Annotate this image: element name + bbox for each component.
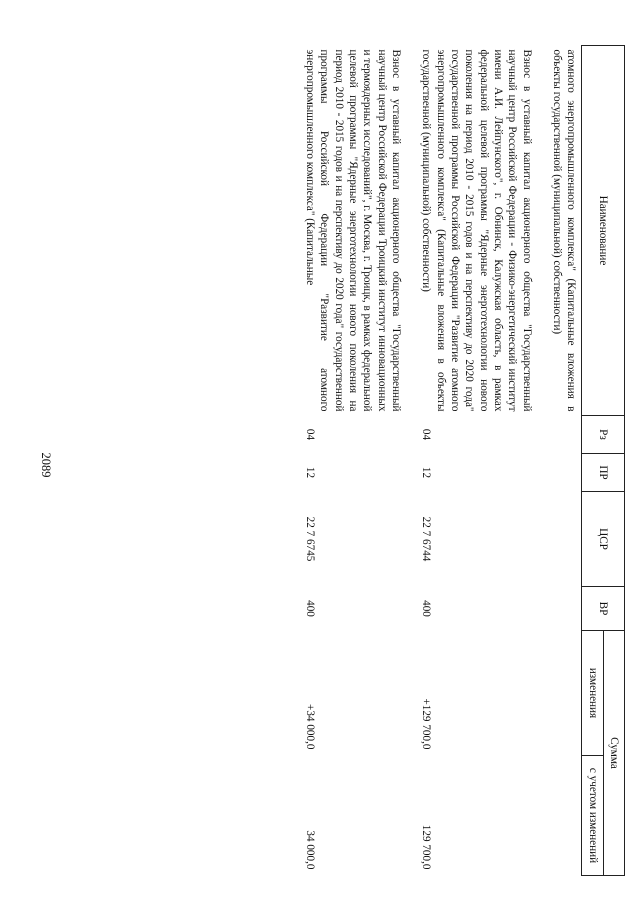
rotated-page bbox=[39, 45, 625, 875]
page-number: 2089 bbox=[39, 452, 53, 478]
header-sum: Сумма bbox=[603, 631, 624, 876]
header-pr: ПР bbox=[582, 454, 625, 492]
row-csr bbox=[547, 492, 582, 587]
row-with-change: 34 000,0 bbox=[304, 830, 317, 870]
table-row bbox=[547, 46, 582, 876]
row-name: Взнос в уставный капитал акционерного общества "Государственный научный центр Российской Федерации - Физико-энергетический институт имени А.И. Лейпунского", г. Обнинск, Калужская область, в рамках федеральной целевой программы "Ядерные энерготехнологии нового поколения на период 2010 - 2015 годов и на перспективу до 2020 года" государственной программы Российской Федерации "Развитие атомного энергопромышленного комплекса" (Капитальные вложения в объекты государственной (муниципальной) собственности) bbox=[420, 49, 533, 412]
row-with-change bbox=[547, 756, 582, 876]
row-with-change: 129 700,0 bbox=[420, 824, 433, 870]
row-vr bbox=[547, 587, 582, 631]
header-change: изменения bbox=[582, 631, 603, 756]
row-spacer bbox=[406, 46, 416, 876]
table-row bbox=[300, 46, 406, 876]
row-name: Взнос в уставный капитал акционерного общества "Государственный научный центр Российской Федерации Троицкий институт инновационных и термоядерных исследований", г. Москва, г. Троицк, в рамках федеральной целевой программы "Ядерные энерготехнологии нового поколения на период 2010 - 2015 годов и на перспективу до 2020 года" государственной программы Российской Федерации "Развитие атомного энергопромышленного комплекса" (Капитальные bbox=[304, 49, 403, 412]
row-change: +129 700,0 bbox=[420, 698, 433, 750]
header-with-change: с учетом изменений bbox=[582, 756, 603, 876]
row-name: атомного энергопромышленного комплекса" (Капитальные вложения в объекты государственной (муниципальной) собственности) bbox=[551, 49, 578, 412]
row-pr: 12 bbox=[304, 466, 317, 479]
header-rz: Рз bbox=[582, 416, 625, 454]
row-rz: 04 bbox=[420, 428, 433, 441]
row-csr: 22 7 6745 bbox=[304, 516, 317, 562]
row-change: +34 000,0 bbox=[304, 704, 317, 750]
row-pr bbox=[547, 454, 582, 492]
row-csr: 22 7 6744 bbox=[420, 516, 433, 562]
budget-table bbox=[300, 45, 625, 876]
row-rz bbox=[547, 416, 582, 454]
row-pr: 12 bbox=[420, 466, 433, 479]
row-rz: 04 bbox=[304, 428, 317, 441]
row-vr: 400 bbox=[304, 600, 317, 617]
row-change bbox=[547, 631, 582, 756]
header-csr: ЦСР bbox=[582, 492, 625, 587]
header-vr: ВР bbox=[582, 587, 625, 631]
header-name: Наименование bbox=[582, 46, 625, 416]
budget-table-wrapper bbox=[300, 45, 625, 876]
table-row bbox=[416, 46, 537, 876]
row-spacer bbox=[537, 46, 547, 876]
header-row-1 bbox=[603, 46, 624, 876]
row-vr: 400 bbox=[420, 600, 433, 617]
